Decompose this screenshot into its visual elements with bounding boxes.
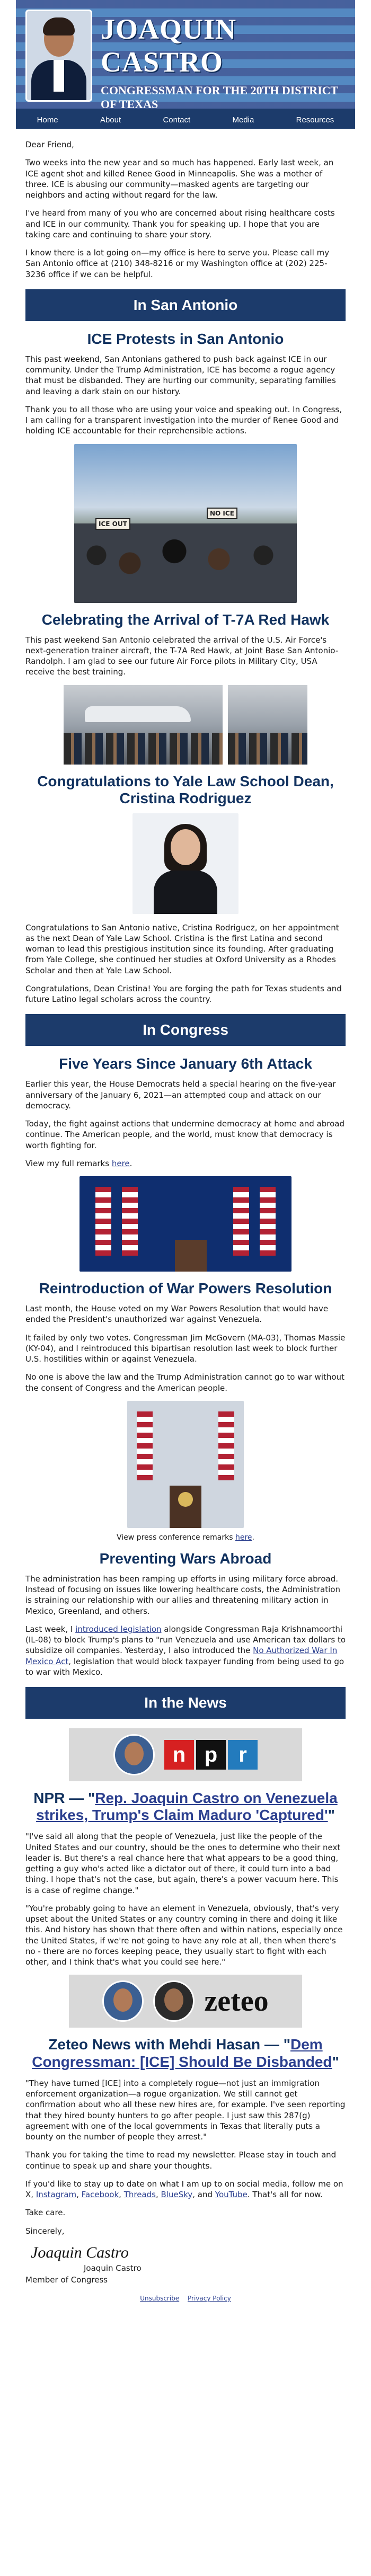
nav-contact[interactable]: Contact bbox=[163, 115, 191, 125]
newsletter bbox=[16, 0, 355, 2313]
jan6-heading: Five Years Since January 6th Attack bbox=[59, 1055, 312, 1072]
introduced-legislation-link[interactable]: introduced legislation bbox=[75, 1624, 162, 1634]
hawk-paragraph-1: This past weekend San Antonio celebrated the arrival of the U.S. Air Force's next-generation trainer aircraft, the T-7A Red Hawk, at Joint Base San Antonio-Randolph. I am glad to see our future Air Force pilots in Military City, USA receive the best training. bbox=[25, 635, 339, 677]
npr-title: NPR — "Rep. Joaquin Castro on Venezuela strikes, Trump's Claim Maduro 'Captured'" bbox=[33, 1790, 338, 1824]
hawk-photo-portrait bbox=[228, 685, 307, 765]
intro-paragraph-1: Two weeks into the new year and so much has happened. Early last week, an ICE agent shot and killed Renee Good in Minneapolis. She was a mother of three. ICE is abusing our community—masked agents are targeting our neighbors and acting without regard for the law. bbox=[25, 158, 334, 200]
npr-quote-1: "I've said all along that the people of Venezuela, just like the people of the United States and our country, should be the ones to determine who their next leader is. But there's a real chance here that what appears to be a good thing, getting a guy who's acted like a dictator out of there, it could turn into a bad thing. I hope that's not the case, but again, there's a power vacuum here. This is a case of regime change." bbox=[25, 1832, 341, 1895]
npr-letter-p: p bbox=[196, 1740, 226, 1770]
war-paragraph-3: No one is above the law and the Trump Administration cannot go to war without the consent of Congress and the American people. bbox=[25, 1372, 344, 1393]
nav-about[interactable]: About bbox=[100, 115, 121, 125]
social-facebook-link[interactable]: Facebook bbox=[81, 2190, 119, 2199]
ice-heading: ICE Protests in San Antonio bbox=[87, 330, 284, 347]
hawk-photo-row bbox=[25, 685, 346, 765]
section-header-news: In the News bbox=[25, 1687, 346, 1719]
top-nav bbox=[16, 111, 355, 129]
printed-name: Joaquin Castro bbox=[84, 2263, 142, 2273]
privacy-policy-link[interactable]: Privacy Policy bbox=[188, 2295, 231, 2303]
hawk-heading: Celebrating the Arrival of T-7A Red Hawk bbox=[41, 611, 330, 628]
yale-paragraph-2: Congratulations, Dean Cristina! You are forging the path for Texas students and future Latino legal scholars across the country. bbox=[25, 983, 342, 1004]
unsubscribe-link[interactable]: Unsubscribe bbox=[140, 2295, 180, 2303]
sincerely: Sincerely, bbox=[25, 2226, 65, 2236]
social-threads-link[interactable]: Threads bbox=[123, 2190, 156, 2199]
member-role: Member of Congress bbox=[25, 2275, 108, 2285]
closing-paragraph-1: Thank you for taking the time to read my newsletter. Please stay in touch and continue to speak up and share your thoughts. bbox=[25, 2150, 337, 2171]
npr-letter-r: r bbox=[228, 1740, 258, 1770]
intro-paragraph-3: I know there is a lot going on—my office is here to serve you. Please call my San Antonio office at (210) 348-8216 or my Washington office at (202) 225-3236 office if we can be helpful. bbox=[25, 248, 330, 279]
jan6-paragraph-2: Today, the fight against actions that undermine democracy at home and abroad continue. The American people, and the world, must know that democracy is worth fighting for. bbox=[25, 1119, 345, 1150]
no-war-mexico-act-link[interactable]: No Authorized War In Mexico Act bbox=[25, 1646, 338, 1666]
avatar bbox=[153, 1980, 195, 2022]
zeteo-banner bbox=[69, 1975, 302, 2028]
jan6-paragraph-3: View my full remarks here. bbox=[25, 1158, 132, 1168]
closing-paragraph-2: If you'd like to stay up to date on what I am up to on social media, follow me on X, Instagram, Facebook, Threads, BlueSky, and YouTube. That's all for now. bbox=[25, 2179, 343, 2199]
brand-block bbox=[101, 13, 344, 111]
zeteo-article-link[interactable]: Dem Congressman: [ICE] Should Be Disbanded bbox=[32, 2036, 332, 2070]
nav-resources[interactable]: Resources bbox=[296, 115, 334, 125]
social-bluesky-link[interactable]: BlueSky bbox=[161, 2190, 193, 2199]
war-paragraph-2: It failed by only two votes. Congressman Jim McGovern (MA-03), Thomas Massie (KY-04), and I reintroduced this bipartisan resolution last week to block further U.S. hostilities within or against Venezuela. bbox=[25, 1333, 346, 1364]
congressman-title: CONGRESSMAN FOR THE 20TH DISTRICT OF TEXAS bbox=[101, 84, 338, 111]
war-remarks-link[interactable]: here bbox=[235, 1533, 252, 1542]
social-youtube-link[interactable]: YouTube bbox=[215, 2190, 248, 2199]
prevent-paragraph-2: Last week, I introduced legislation alongside Congressman Raja Krishnamoorthi (IL-08) to block Trump's plans to "run Venezuela and use American tax dollars to subsidize oil companies. Yesterday, I also introduced the No Authorized War In Mexico Act, legislation that would block taxpayer funding from being used to go to war with Mexico. bbox=[25, 1624, 346, 1677]
footer bbox=[25, 2295, 346, 2302]
congressman-portrait bbox=[25, 10, 92, 102]
intro-paragraph-2: I've heard from many of you who are concerned about rising healthcare costs and ICE in our community. Thank you for speaking up. I hope that you are taking care and continuing to share your story. bbox=[25, 208, 335, 239]
npr-banner bbox=[69, 1728, 302, 1781]
war-caption: View press conference remarks here. bbox=[117, 1533, 254, 1542]
greeting: Dear Friend, bbox=[25, 140, 74, 149]
jan6-hearing-photo bbox=[80, 1176, 292, 1272]
nav-media[interactable]: Media bbox=[232, 115, 254, 125]
header-banner bbox=[16, 0, 355, 111]
zeteo-quote-1: "They have turned [ICE] into a completely rogue—not just an immigration enforcement organization—a rogue organization. We still cannot get confirmation about who all these new hires are, for example. I've seen reporting that they hired bounty hunters to go after people. I just saw this 287(g) agreement with one of the local governments in Texas that literally puts a bounty on the number of people they arrest." bbox=[25, 2078, 346, 2142]
war-heading: Reintroduction of War Powers Resolution bbox=[39, 1280, 332, 1296]
hawk-photo-group bbox=[64, 685, 223, 765]
dean-portrait-photo bbox=[132, 813, 238, 914]
npr-letter-n: n bbox=[164, 1740, 194, 1770]
jan6-paragraph-1: Earlier this year, the House Democrats held a special hearing on the five-year anniversary of the January 6, 2021—an attempted coup and attack on our democracy. bbox=[25, 1079, 336, 1111]
zeteo-logo: zeteo bbox=[204, 1985, 269, 2018]
npr-logo bbox=[164, 1740, 258, 1770]
war-press-photo bbox=[127, 1401, 244, 1528]
closing-paragraph-3: Take care. bbox=[25, 2208, 66, 2218]
ice-paragraph-2: Thank you to all those who are using your voice and speaking out. In Congress, I am calling for a transparent investigation into the murder of Renee Good and holding ICE accountable for their reprehensible actions. bbox=[25, 404, 342, 436]
nav-home[interactable]: Home bbox=[37, 115, 58, 125]
zeteo-title: Zeteo News with Mehdi Hasan — "Dem Congressman: [ICE] Should Be Disbanded" bbox=[32, 2036, 339, 2070]
npr-quote-2: "You're probably going to have an element in Venezuela, obviously, that's very upset about the United States or any country coming in there and doing it like this. And history has shown that there often and within nations, especially once the United States, if we're not going to have any role at all, then when there's no - there are no forces keeping peace, they usually start to fight with each other, and I think that's what you could see here." bbox=[25, 1903, 343, 1967]
signature: Joaquin Castro bbox=[31, 2243, 129, 2261]
war-paragraph-1: Last month, the House voted on my War Powers Resolution that would have ended the President's unauthorized war against Venezuela. bbox=[25, 1304, 329, 1325]
section-header-san-antonio: In San Antonio bbox=[25, 289, 346, 321]
jan6-remarks-link[interactable]: here bbox=[111, 1158, 130, 1168]
ice-paragraph-1: This past weekend, San Antonians gathered to push back against ICE in our community. Under the Trump Administration, ICE has become a rogue agency that must be disbanded. They are hurting our community, separating families and leaving a dark stain on our history. bbox=[25, 354, 336, 396]
prevent-heading: Preventing Wars Abroad bbox=[99, 1550, 272, 1567]
yale-heading: Congratulations to Yale Law School Dean, Cristina Rodriguez bbox=[37, 772, 334, 806]
congressman-name: JOAQUIN CASTRO bbox=[101, 13, 237, 78]
newsletter-body bbox=[16, 129, 355, 2313]
social-instagram-link[interactable]: Instagram bbox=[36, 2190, 77, 2199]
avatar bbox=[102, 1980, 144, 2022]
section-header-congress: In Congress bbox=[25, 1014, 346, 1046]
prevent-paragraph-1: The administration has been ramping up efforts in using military force abroad. Instead of focusing on issues like lowering healthcare costs, the Administration is straining our relationship with our allies and threatening military action in Mexico, Greenland, and others. bbox=[25, 1574, 340, 1616]
npr-article-link[interactable]: Rep. Joaquin Castro on Venezuela strikes, Trump's Claim Maduro 'Captured' bbox=[36, 1790, 338, 1824]
avatar bbox=[113, 1734, 155, 1775]
ice-protest-photo: ICE OUT NO ICE bbox=[74, 444, 297, 603]
yale-paragraph-1: Congratulations to San Antonio native, Cristina Rodriguez, on her appointment as the next Dean of Yale Law School. Cristina is the first Latina and second woman to lead this prestigious institution since its founding. After graduating from Yale College, she continued her studies at Oxford University as a Rhodes Scholar and then at Yale Law School. bbox=[25, 922, 339, 975]
